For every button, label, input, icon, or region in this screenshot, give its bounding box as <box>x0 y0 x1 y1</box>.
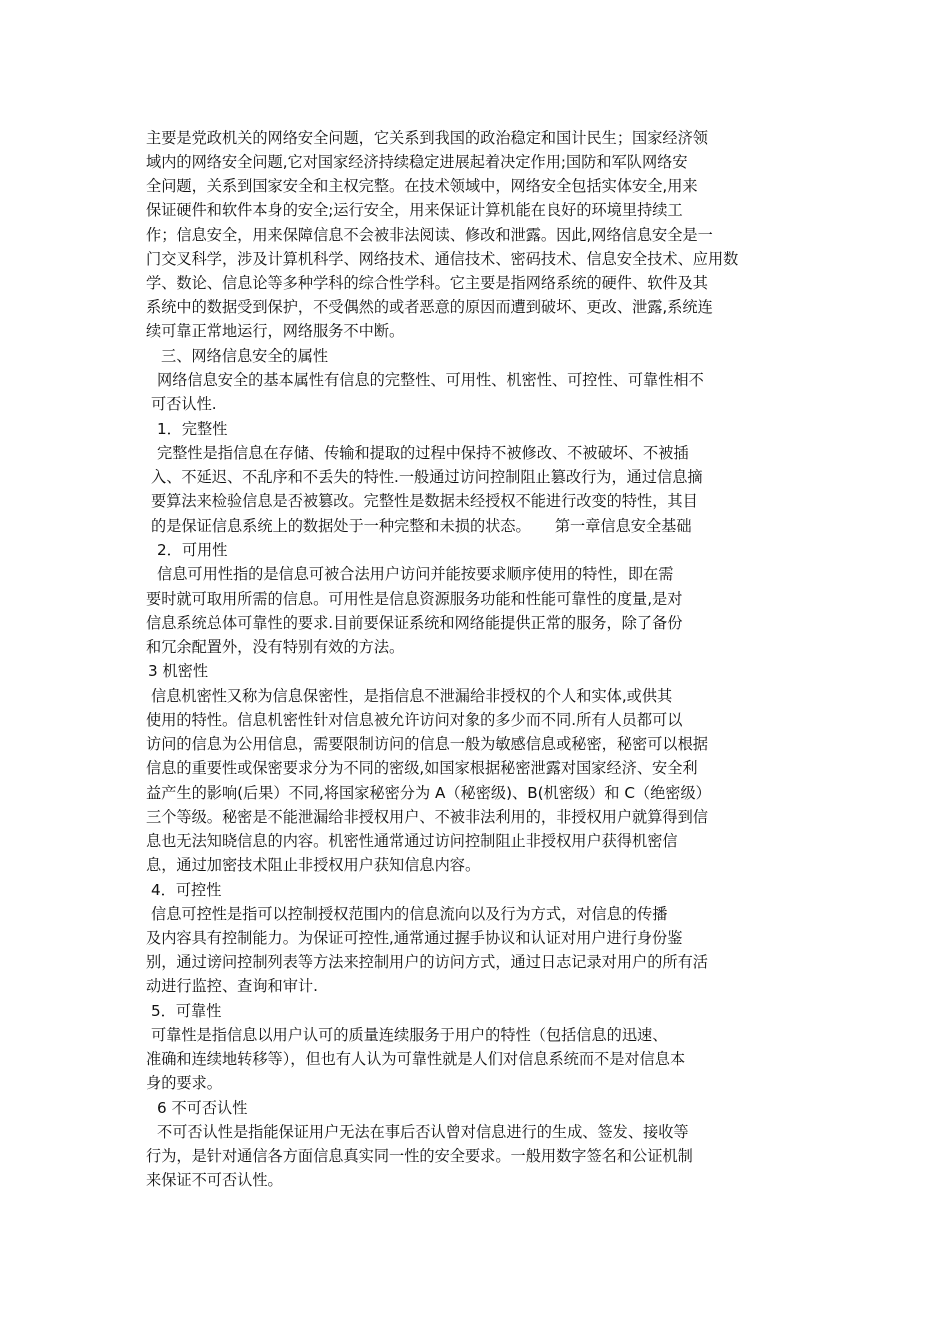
body-text-line: 完整性是指信息在存储、传输和提取的过程中保持不被修改、不被破坏、不被插 <box>157 444 689 462</box>
body-text-line: 信息机密性又称为信息保密性，是指信息不泄漏给非授权的个人和实体,或供其 <box>151 687 673 705</box>
body-text-line: 保证硬件和软件本身的安全;运行安全，用来保证计算机能在良好的环境里持续工 <box>146 201 683 219</box>
body-text-line: 要算法来检验信息是否被篡改。完整性是数据未经授权不能进行改变的特性，其目 <box>151 492 698 510</box>
subsection-heading: 1．完整性 <box>157 420 228 438</box>
body-text-line: 别，通过谤问控制列表等方法来控制用户的访问方式，通过日志记录对用户的所有活 <box>146 953 708 971</box>
subsection-heading: 5．可靠性 <box>151 1002 222 1020</box>
body-text-line: 和冗余配置外，没有特别有效的方法。 <box>146 638 405 656</box>
body-text-line: 息，通过加密技术阻止非授权用户获知信息内容。 <box>146 856 481 874</box>
body-text-line: 三个等级。秘密是不能泄漏给非授权用户、不被非法利用的，非授权用户就算得到信 <box>146 808 708 826</box>
body-text-line: 作；信息安全，用来保障信息不会被非法阅读、修改和泄露。因此,网络信息安全是一 <box>146 226 713 244</box>
body-text-line: 要时就可取用所需的信息。可用性是信息资源服务功能和性能可靠性的度量,是对 <box>146 590 683 608</box>
body-text-line: 信息系统总体可靠性的要求.目前要保证系统和网络能提供正常的服务，除了备份 <box>146 614 683 632</box>
subsection-heading: 2．可用性 <box>157 541 228 559</box>
body-text-line: 动进行监控、查询和审计. <box>146 977 318 995</box>
subsection-heading: 3 机密性 <box>148 662 209 680</box>
body-text-line: 可否认性. <box>151 395 217 413</box>
section-heading: 三、网络信息安全的属性 <box>161 347 329 365</box>
body-text-line: 不可否认性是指能保证用户无法在事后否认曾对信息进行的生成、签发、接收等 <box>157 1123 689 1141</box>
body-text-line: 入、不延迟、不乱序和不丢失的特性.一般通过访问控制阻止篡改行为，通过信息摘 <box>151 468 703 486</box>
body-text-line: 信息可控性是指可以控制授权范围内的信息流向以及行为方式，对信息的传播 <box>151 905 668 923</box>
body-text-line: 行为，是针对通信各方面信息真实同一性的安全要求。一般用数字签名和公证机制 <box>146 1147 693 1165</box>
subsection-heading: 6 不可否认性 <box>157 1099 248 1117</box>
body-text-line: 域内的网络安全问题,它对国家经济持续稳定进展起着决定作用;国防和军队网络安 <box>146 153 688 171</box>
body-text-line: 准确和连续地转移等），但也有人认为可靠性就是人们对信息系统而不是对信息本 <box>146 1050 686 1068</box>
body-text-line: 门交叉科学，涉及计算机科学、网络技术、通信技术、密码技术、信息安全技术、应用数 <box>146 250 739 268</box>
body-text-line: 主要是党政机关的网络安全问题，它关系到我国的政治稳定和国计民生；国家经济领 <box>146 129 708 147</box>
body-text-line: 网络信息安全的基本属性有信息的完整性、可用性、机密性、可控性、可靠性相不 <box>157 371 704 389</box>
body-text-line: 来保证不可否认性。 <box>146 1171 283 1189</box>
body-text-line: 益产生的影响(后果）不同,将国家秘密分为 A（秘密级)、B(机密级）和 C（绝密级） <box>146 784 711 802</box>
body-text-line: 的是保证信息系统上的数据处于一种完整和未损的状态。 第一章信息安全基础 <box>151 517 692 535</box>
body-text-line: 身的要求。 <box>146 1074 222 1092</box>
body-text-line: 续可靠正常地运行，网络服务不中断。 <box>146 322 405 340</box>
body-text-line: 系统中的数据受到保护，不受偶然的或者恶意的原因而遭到破坏、更改、泄露,系统连 <box>146 298 713 316</box>
body-text-line: 使用的特性。信息机密性针对信息被允许访问对象的多少而不同.所有人员都可以 <box>146 711 683 729</box>
body-text-line: 全问题，关系到国家安全和主权完整。在技术领域中，网络安全包括实体安全,用来 <box>146 177 698 195</box>
body-text-line: 可靠性是指信息以用户认可的质量连续服务于用户的特性（包括信息的迅速、 <box>151 1026 668 1044</box>
body-text-line: 学、数论、信息论等多种学科的综合性学科。它主要是指网络系统的硬件、软件及其 <box>146 274 708 292</box>
body-text-line: 及内容具有控制能力。为保证可控性,通常通过握手协议和认证对用户进行身份鉴 <box>146 929 683 947</box>
body-text-line: 信息的重要性或保密要求分为不同的密级,如国家根据秘密泄露对国家经济、安全利 <box>146 759 698 777</box>
subsection-heading: 4．可控性 <box>151 881 222 899</box>
body-text-line: 息也无法知晓信息的内容。机密性通常通过访问控制阻止非授权用户获得机密信 <box>146 832 678 850</box>
body-text-line: 信息可用性指的是信息可被合法用户访问并能按要求顺序使用的特性，即在需 <box>157 565 674 583</box>
body-text-line: 访问的信息为公用信息，需要限制访问的信息一般为敏感信息或秘密，秘密可以根据 <box>146 735 708 753</box>
